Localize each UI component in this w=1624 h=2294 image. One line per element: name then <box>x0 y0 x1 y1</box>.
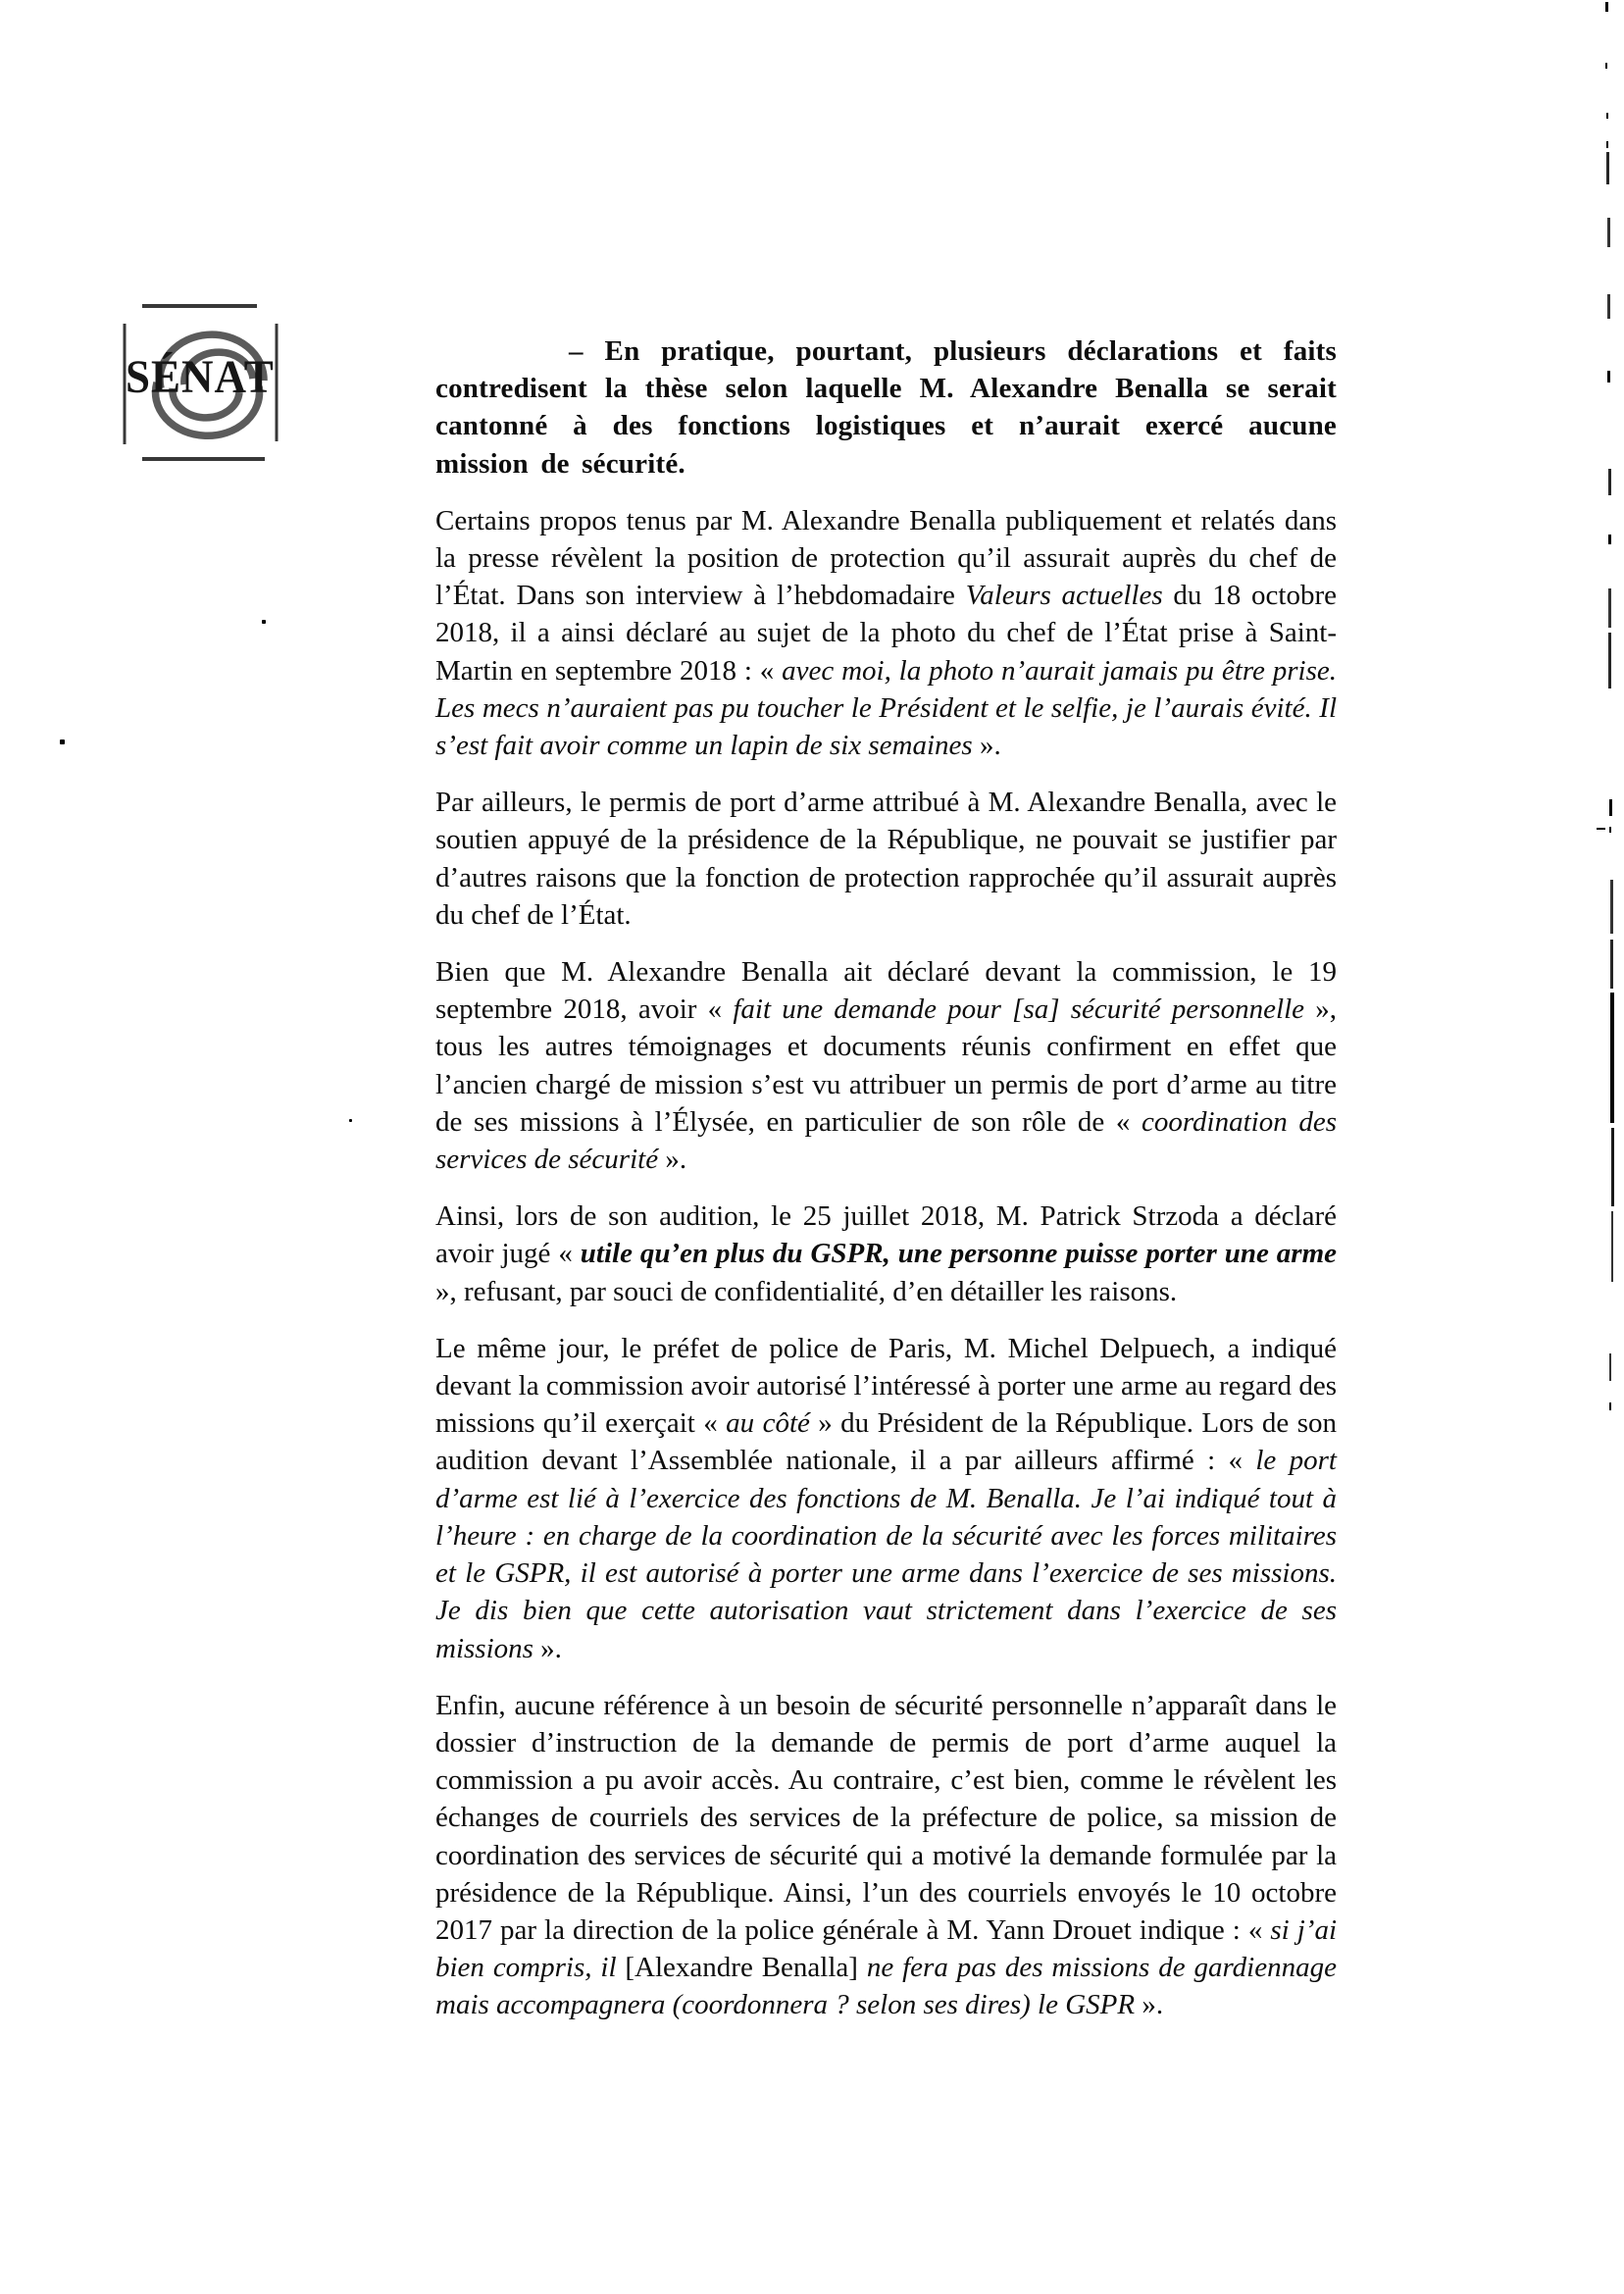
text-run: du 18 octobre 2018, il a ainsi déclaré au sujet de la photo du chef de l’État prise à Saint-Martin en septembre 2018 : « <box>435 580 1337 687</box>
paragraph <box>435 332 1337 483</box>
text-run: Le même jour, le préfet de police de Paris, M. Michel Delpuech, a indiqué devant la commission avoir autorisé l’intéressé à porter une arme au regard des missions qu’il exerçait « <box>435 1332 1337 1440</box>
text-run: » du Président de la République. Lors de son audition devant l’Assemblée nationale, il a par ailleurs affirmé : « <box>435 1407 1337 1477</box>
text-run: le port d’arme est lié à l’exercice des fonctions de M. Benalla. Je l’ai indiqué tout à l’heure : en charge de la coordination de la sécurité avec les forces militaires et le GSPR, il est autorisé à porter une arme dans l’exercice de ses missions. Je dis bien que cette autorisation vaut strictement dans l’exercice de ses missions <box>435 1445 1337 1664</box>
paragraph <box>435 1687 1337 2024</box>
text-run: », tous les autres témoignages et documents réunis confirment en effet que l’ancien chargé de mission s’est vu attribuer un permis de port d’arme au titre de ses missions à l’Élysée, en particulier de son rôle de « <box>435 994 1337 1138</box>
ink-speck <box>60 739 65 744</box>
text-run: au côté <box>726 1407 810 1440</box>
text-run: avec moi, la photo n’aurait jamais pu être prise. Les mecs n’auraient pas pu toucher le Président et le selfie, je l’aurais évité. Il s’est fait avoir comme un lapin de six semaines <box>435 654 1338 762</box>
paragraph <box>435 1330 1337 1667</box>
document-body <box>435 332 1337 2044</box>
text-run: – En pratique, pourtant, plusieurs déclarations et faits contredisent la thèse selon laquelle M. Alexandre Benalla se serait cantonné à des fonctions logistiques et n’aurait exercé aucune mission de sécurité. <box>435 335 1337 480</box>
text-run: si j’ai bien compris, il <box>435 1913 1337 1984</box>
paragraph <box>435 784 1337 934</box>
text-run: », refusant, par souci de confidentialité, d’en détailler les raisons. <box>435 1275 1178 1307</box>
text-run: ». <box>658 1144 687 1176</box>
senat-stamp <box>116 292 302 469</box>
senat-logo-text: SÉNAT <box>126 350 275 403</box>
ink-speck <box>349 1119 352 1122</box>
text-run: ». <box>533 1632 562 1664</box>
text-run: Enfin, aucune référence à un besoin de sécurité personnelle n’apparaît dans le dossier d’instruction de la demande de permis de port d’arme auquel la commission a pu avoir accès. Au contraire, c’est bien, comme le révèlent les échanges de courriels des services de la préfecture de police, sa mission de coordination des services de sécurité qui a motivé la demande formulée par la présidence de la République. Ainsi, l’un des courriels envoyés le 10 octobre 2017 par la direction de la police générale à M. Yann Drouet indique : « <box>435 1689 1337 1946</box>
paragraph <box>435 953 1337 1178</box>
text-run: Bien que M. Alexandre Benalla ait déclaré devant la commission, le 19 septembre 2018, avoir « <box>435 956 1337 1026</box>
paragraph <box>435 1198 1337 1310</box>
text-run: utile qu’en plus du GSPR, une personne puisse porter une arme <box>580 1238 1338 1270</box>
text-run: ». <box>972 730 1001 762</box>
text-run: Valeurs actuelles <box>965 580 1163 612</box>
text-run: Ainsi, lors de son audition, le 25 juillet 2018, M. Patrick Strzoda a déclaré avoir jugé « <box>435 1200 1337 1270</box>
text-run: ». <box>1135 1989 1164 2021</box>
text-run: coordination des services de sécurité <box>435 1105 1337 1176</box>
text-run: Certains propos tenus par M. Alexandre Benalla publiquement et relatés dans la presse révèlent la position de protection qu’il assurait auprès du chef de l’État. Dans son interview à l’hebdomadaire <box>435 504 1337 612</box>
ink-speck <box>262 620 266 624</box>
text-run: fait une demande pour [sa] sécurité personnelle <box>733 994 1305 1026</box>
text-run: [Alexandre Benalla] <box>616 1952 867 1984</box>
paragraph <box>435 502 1337 764</box>
text-run: ne fera pas des missions de gardiennage mais accompagnera (coordonnera ? selon ses dires) le GSPR <box>435 1952 1337 2021</box>
text-run: Par ailleurs, le permis de port d’arme attribué à M. Alexandre Benalla, avec le soutien appuyé de la présidence de la République, ne pouvait se justifier par d’autres raisons que la fonction de protection rapprochée qu’il assurait auprès du chef de l’État. <box>435 787 1337 931</box>
